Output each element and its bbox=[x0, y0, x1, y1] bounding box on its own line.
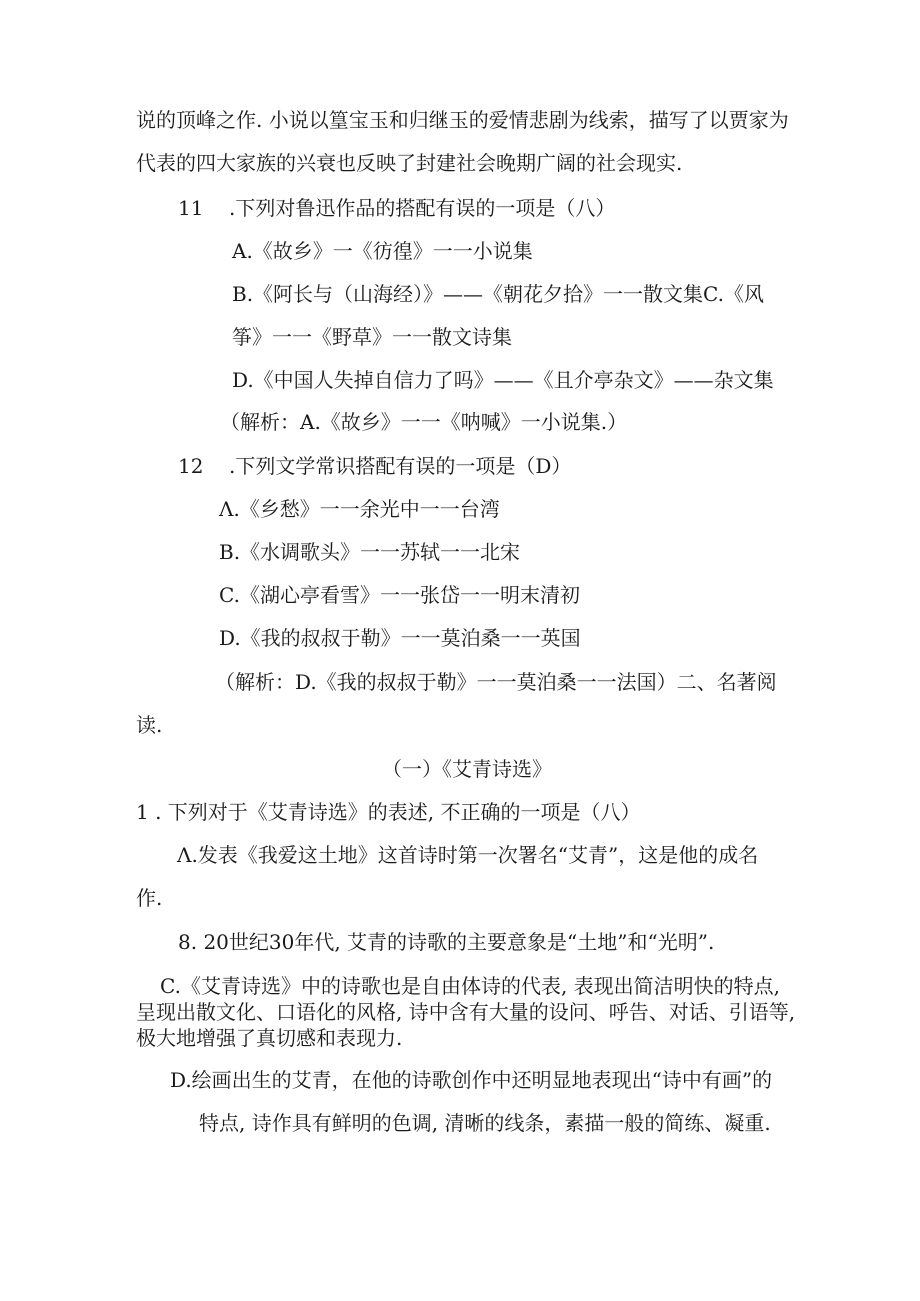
question-1-option-c-line-3: 极大地增强了真切感和表现力. bbox=[136, 1026, 403, 1050]
intro-line-1: 说的顶峰之作. 小说以篁宝玉和归继玉的爱情悲剧为线索，描写了以贾家为 bbox=[136, 108, 789, 132]
question-12-option-b: B.《水调歌头》一一苏轼一一北宋 bbox=[219, 540, 521, 564]
question-1-option-a-line-2: 作. bbox=[136, 886, 163, 910]
question-11-option-a: A.《故乡》一《彷徨》一一小说集 bbox=[232, 239, 533, 263]
section-heading: （一）《艾青诗选》 bbox=[382, 757, 552, 781]
question-11-option-b-line-2: 筝》一一《野草》一一散文诗集 bbox=[232, 325, 512, 349]
question-1-option-c-line-1: C.《艾青诗选》中的诗歌也是自由体诗的代表, 表现出简洁明快的特点, bbox=[160, 974, 781, 998]
question-12-number: 12 bbox=[178, 454, 204, 478]
question-12-analysis-line-2: 读. bbox=[136, 713, 163, 737]
question-12-option-d: D.《我的叔叔于勒》一一莫泊桑一一英国 bbox=[219, 626, 581, 650]
question-12-analysis-line-1: （解析：D.《我的叔叔于勒》一一莫泊桑一一法国）二、名著阅 bbox=[215, 670, 777, 694]
question-11-number: 11 bbox=[178, 196, 204, 220]
question-12-option-c: C.《湖心亭看雪》一一张岱一一明末清初 bbox=[219, 583, 580, 607]
question-1-option-b: 8. 20世纪30年代, 艾青的诗歌的主要意象是“土地”和“光明”. bbox=[178, 930, 715, 954]
question-1-option-c-line-2: 呈现出散文化、口语化的风格, 诗中含有大量的设问、呼告、对话、引语等, bbox=[136, 1000, 796, 1024]
question-1-option-d-line-1: D.绘画出生的艾青，在他的诗歌创作中还明显地表现出“诗中有画”的 bbox=[170, 1068, 773, 1092]
intro-line-2: 代表的四大家族的兴衰也反映了封建社会晚期广阔的社会现实. bbox=[136, 151, 683, 175]
question-11-stem: .下列对鲁迅作品的搭配有误的一项是（八） bbox=[229, 196, 616, 220]
question-11-analysis: （解析：A.《故乡》一一《呐喊》一小说集.） bbox=[220, 410, 628, 434]
question-1-option-d-line-2: 特点, 诗作具有鲜明的色调, 清晰的线条，素描一般的简练、凝重. bbox=[199, 1111, 771, 1135]
question-11-option-b-line-1: B.《阿长与（山海经）》——《朝花夕拾》一一散文集C.《风 bbox=[232, 282, 765, 306]
question-11-option-d: D.《中国人失掉自信力了吗》——《且介亭杂文》——杂文集 bbox=[232, 368, 774, 392]
question-1-option-a-line-1: Λ.发表《我爱这土地》这首诗时第一次署名“艾青”，这是他的成名 bbox=[177, 843, 759, 867]
question-1-stem: 1 . 下列对于《艾青诗选》的表述, 不正确的一项是（八） bbox=[136, 800, 641, 824]
question-12-stem: .下列文学常识搭配有误的一项是（D） bbox=[229, 454, 572, 478]
question-12-option-a: Λ.《乡愁》一一余光中一一台湾 bbox=[219, 497, 500, 521]
